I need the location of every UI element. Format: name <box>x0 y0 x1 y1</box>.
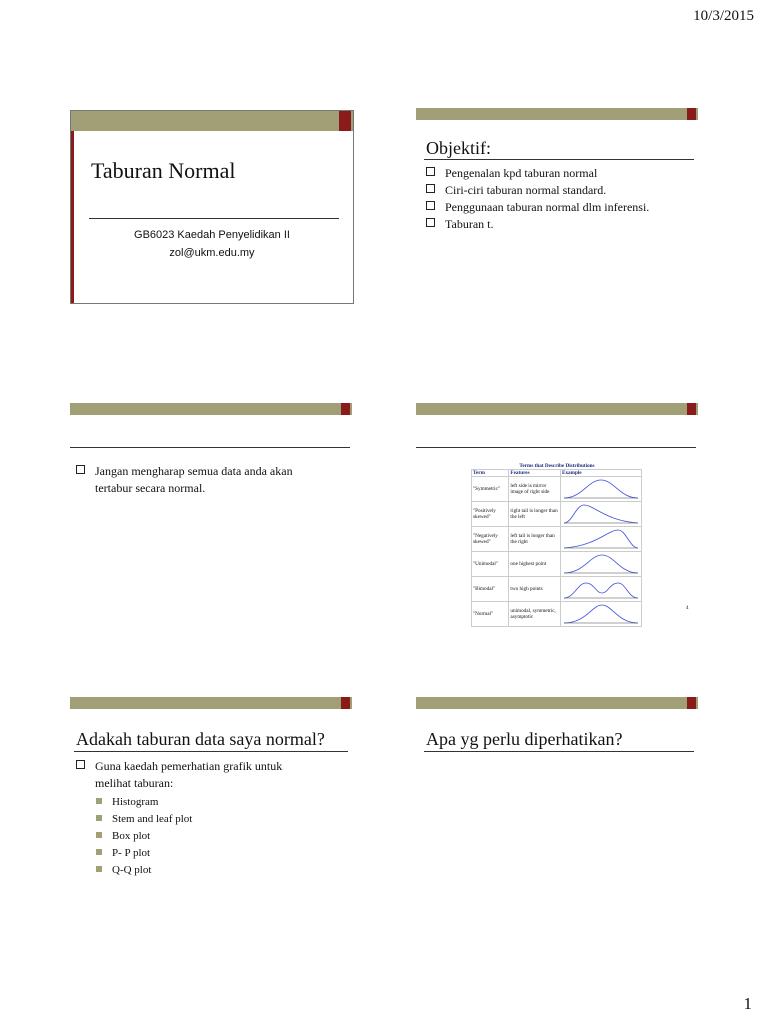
table-row <box>472 477 642 502</box>
term-cell: "Normal" <box>472 602 509 627</box>
heading-divider <box>70 447 350 448</box>
checkbox-bullet-icon <box>426 167 435 176</box>
square-bullet-icon <box>96 815 102 821</box>
slide-6 <box>416 697 698 893</box>
table-title: Terms that Describe Distributions <box>519 463 595 469</box>
square-bullet-icon <box>96 849 102 855</box>
term-cell: "Symmetric" <box>472 477 509 502</box>
header-accent <box>687 403 696 415</box>
features-cell: left tail is longer than the right <box>509 527 561 552</box>
distribution-terms-table <box>471 469 642 627</box>
objectives-list <box>426 165 649 233</box>
term-cell: "Negatively skewed" <box>472 527 509 552</box>
table-row <box>472 502 642 527</box>
unimodal-curve-icon <box>562 552 640 574</box>
normal-curve-icon <box>562 602 640 624</box>
slide-header-bar <box>416 697 698 709</box>
table-header-row <box>472 470 642 477</box>
slide-5 <box>70 697 352 893</box>
column-header: Term <box>472 470 509 477</box>
heading-divider <box>74 751 348 752</box>
table-row <box>472 552 642 577</box>
slide-3 <box>70 403 352 599</box>
term-cell: "Unimodal" <box>472 552 509 577</box>
slide-header-bar <box>71 111 353 131</box>
slide-header-bar <box>70 697 352 709</box>
checkbox-bullet-icon <box>426 218 435 227</box>
positive-skew-curve-icon <box>562 502 640 524</box>
symmetric-curve-icon <box>562 477 640 499</box>
table-row <box>472 577 642 602</box>
header-accent <box>339 111 351 131</box>
table-row <box>472 527 642 552</box>
column-header: Example <box>561 470 642 477</box>
example-cell <box>561 477 642 502</box>
example-cell <box>561 602 642 627</box>
features-cell: right tail is longer than the left <box>509 502 561 527</box>
checkbox-bullet-icon <box>76 465 85 474</box>
checkbox-bullet-icon <box>76 760 85 769</box>
features-cell: one highest point <box>509 552 561 577</box>
slide-2 <box>416 108 698 304</box>
list-item: Jangan mengharap semua data anda akan tertabur secara normal. <box>76 463 346 497</box>
checkbox-bullet-icon <box>426 201 435 210</box>
slide-1 <box>70 110 354 304</box>
term-cell: "Bimodal" <box>472 577 509 602</box>
slide-title: Taburan Normal <box>91 158 236 183</box>
example-cell <box>561 552 642 577</box>
list-item: Taburan t. <box>426 216 649 233</box>
square-bullet-icon <box>96 866 102 872</box>
table-row <box>472 602 642 627</box>
square-bullet-icon <box>96 832 102 838</box>
header-accent <box>341 697 350 709</box>
slide-heading: Apa yg perlu diperhatikan? <box>426 729 623 749</box>
example-cell <box>561 527 642 552</box>
list-item: Penggunaan taburan normal dlm inferensi. <box>426 199 649 216</box>
features-cell: left side is mirror image of right side <box>509 477 561 502</box>
slide-header-bar <box>70 403 352 415</box>
heading-divider <box>424 159 694 160</box>
list-item: Guna kaedah pemerhatian grafik untuk melihat taburan: <box>76 758 346 792</box>
print-date: 10/3/2015 <box>693 8 754 24</box>
slide-left-accent <box>71 131 74 303</box>
author-email: zol@ukm.edu.my <box>169 247 255 259</box>
plot-types-list <box>96 794 192 879</box>
course-name: GB6023 Kaedah Penyelidikan II <box>134 229 290 241</box>
list-item: Histogram <box>96 794 192 811</box>
header-accent <box>341 403 350 415</box>
list-item: P- P plot <box>96 845 192 862</box>
example-cell <box>561 502 642 527</box>
negative-skew-curve-icon <box>562 527 640 549</box>
features-cell: two high points <box>509 577 561 602</box>
slide-header-bar <box>416 108 698 120</box>
header-accent <box>687 697 696 709</box>
list-item: Pengenalan kpd taburan normal <box>426 165 649 182</box>
header-accent <box>687 108 696 120</box>
list-item: Box plot <box>96 828 192 845</box>
example-cell <box>561 577 642 602</box>
bimodal-curve-icon <box>562 577 640 599</box>
page-number: 1 <box>743 994 752 1013</box>
heading-divider <box>416 447 696 448</box>
list-item: Q-Q plot <box>96 862 192 879</box>
term-cell: "Positively skewed" <box>472 502 509 527</box>
checkbox-bullet-icon <box>426 184 435 193</box>
heading-divider <box>424 751 694 752</box>
slide-heading: Objektif: <box>426 138 491 158</box>
square-bullet-icon <box>96 798 102 804</box>
features-cell: unimodal, symmetric, asymptotic <box>509 602 561 627</box>
list-item: Stem and leaf plot <box>96 811 192 828</box>
slide-4 <box>416 403 698 620</box>
column-header: Features <box>509 470 561 477</box>
slide-header-bar <box>416 403 698 415</box>
title-divider <box>89 218 339 219</box>
list-item: Ciri-ciri taburan normal standard. <box>426 182 649 199</box>
inner-slide-number: 4 <box>686 606 689 611</box>
slide-heading: Adakah taburan data saya normal? <box>76 729 325 749</box>
